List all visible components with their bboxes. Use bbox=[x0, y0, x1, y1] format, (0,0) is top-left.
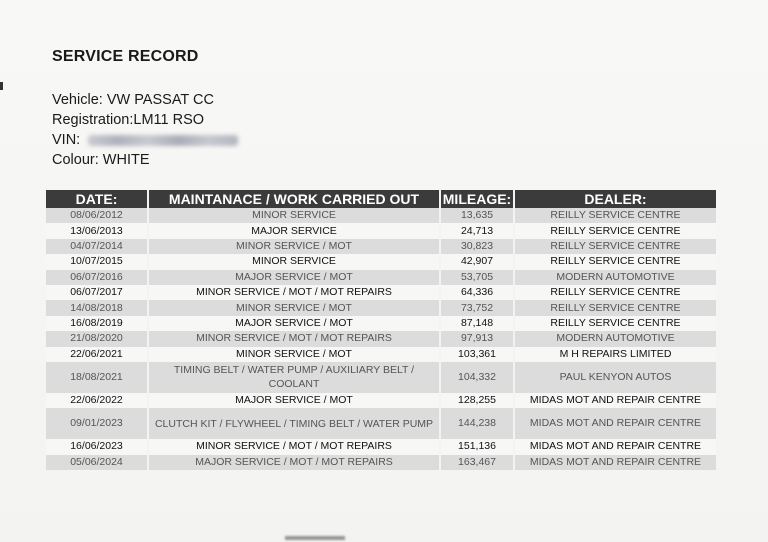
cell-mileage: 73,752 bbox=[440, 300, 514, 315]
cell-date: 08/06/2012 bbox=[46, 208, 148, 223]
cell-date: 21/08/2020 bbox=[46, 331, 148, 346]
cell-date: 16/06/2023 bbox=[46, 439, 148, 454]
scan-edge-mark bbox=[0, 82, 3, 90]
cell-work: TIMING BELT / WATER PUMP / AUXILIARY BELT / COOLANT bbox=[148, 362, 440, 393]
table-row bbox=[46, 300, 716, 315]
cell-date: 09/01/2023 bbox=[46, 408, 148, 439]
cell-date: 13/06/2013 bbox=[46, 223, 148, 238]
table-row bbox=[46, 408, 716, 439]
table-row bbox=[46, 347, 716, 362]
vin-label: VIN: bbox=[52, 132, 81, 148]
table-row bbox=[46, 208, 716, 223]
cell-work: MAJOR SERVICE / MOT bbox=[148, 270, 440, 285]
vehicle-label: Vehicle: bbox=[52, 92, 103, 108]
cell-dealer: MIDAS MOT AND REPAIR CENTRE bbox=[514, 455, 716, 470]
colour-value: WHITE bbox=[102, 152, 150, 168]
header-mileage: MILEAGE: bbox=[440, 190, 514, 208]
cell-dealer: MIDAS MOT AND REPAIR CENTRE bbox=[514, 408, 716, 439]
cell-work: MINOR SERVICE / MOT bbox=[148, 347, 440, 362]
cell-work: MINOR SERVICE / MOT bbox=[148, 239, 440, 254]
table-row bbox=[46, 285, 716, 300]
cell-dealer: REILLY SERVICE CENTRE bbox=[514, 254, 716, 269]
cell-work: MAJOR SERVICE / MOT / MOT REPAIRS bbox=[148, 455, 440, 470]
registration-label: Registration: bbox=[52, 112, 134, 128]
cell-mileage: 151,136 bbox=[440, 439, 514, 454]
cell-dealer: MODERN AUTOMOTIVE bbox=[514, 331, 716, 346]
cell-date: 10/07/2015 bbox=[46, 254, 148, 269]
colour-line bbox=[52, 150, 238, 170]
cell-mileage: 87,148 bbox=[440, 316, 514, 331]
table-row bbox=[46, 393, 716, 408]
registration-line bbox=[52, 110, 238, 130]
table-row bbox=[46, 331, 716, 346]
cell-dealer: M H REPAIRS LIMITED bbox=[514, 347, 716, 362]
cell-date: 22/06/2021 bbox=[46, 347, 148, 362]
cell-work: MINOR SERVICE bbox=[148, 254, 440, 269]
vehicle-value: VW PASSAT CC bbox=[106, 92, 214, 108]
cell-dealer: MODERN AUTOMOTIVE bbox=[514, 270, 716, 285]
cell-mileage: 104,332 bbox=[440, 362, 514, 393]
vin-redacted bbox=[88, 135, 238, 146]
cell-work: MINOR SERVICE / MOT / MOT REPAIRS bbox=[148, 285, 440, 300]
vehicle-line bbox=[52, 90, 238, 110]
cell-dealer: REILLY SERVICE CENTRE bbox=[514, 300, 716, 315]
cell-dealer: MIDAS MOT AND REPAIR CENTRE bbox=[514, 439, 716, 454]
table-row bbox=[46, 239, 716, 254]
cell-date: 16/08/2019 bbox=[46, 316, 148, 331]
table-row bbox=[46, 316, 716, 331]
cell-work: MINOR SERVICE bbox=[148, 208, 440, 223]
cell-mileage: 24,713 bbox=[440, 223, 514, 238]
header-date: DATE: bbox=[46, 190, 148, 208]
cell-work: CLUTCH KIT / FLYWHEEL / TIMING BELT / WATER PUMP bbox=[148, 408, 440, 439]
cell-dealer: REILLY SERVICE CENTRE bbox=[514, 316, 716, 331]
cell-mileage: 163,467 bbox=[440, 455, 514, 470]
cell-work: MINOR SERVICE / MOT bbox=[148, 300, 440, 315]
cell-dealer: REILLY SERVICE CENTRE bbox=[514, 223, 716, 238]
cell-mileage: 103,361 bbox=[440, 347, 514, 362]
cell-date: 05/06/2024 bbox=[46, 455, 148, 470]
cell-date: 18/08/2021 bbox=[46, 362, 148, 393]
cell-date: 14/08/2018 bbox=[46, 300, 148, 315]
cell-mileage: 144,238 bbox=[440, 408, 514, 439]
cell-mileage: 97,913 bbox=[440, 331, 514, 346]
table-body bbox=[46, 208, 716, 470]
service-table bbox=[46, 190, 716, 470]
table-row bbox=[46, 362, 716, 393]
table-row bbox=[46, 270, 716, 285]
cell-mileage: 30,823 bbox=[440, 239, 514, 254]
cell-mileage: 53,705 bbox=[440, 270, 514, 285]
table-header-row bbox=[46, 190, 716, 208]
registration-value: LM11 RSO bbox=[133, 112, 205, 128]
vin-line bbox=[52, 130, 238, 150]
header-dealer: DEALER: bbox=[514, 190, 716, 208]
cell-work: MINOR SERVICE / MOT / MOT REPAIRS bbox=[148, 439, 440, 454]
cell-mileage: 64,336 bbox=[440, 285, 514, 300]
page-footer-mark bbox=[285, 536, 345, 540]
cell-date: 06/07/2017 bbox=[46, 285, 148, 300]
cell-mileage: 13,635 bbox=[440, 208, 514, 223]
cell-work: MAJOR SERVICE / MOT bbox=[148, 393, 440, 408]
cell-dealer: REILLY SERVICE CENTRE bbox=[514, 239, 716, 254]
table-row bbox=[46, 223, 716, 238]
header-work: MAINTANACE / WORK CARRIED OUT bbox=[148, 190, 440, 208]
cell-work: MAJOR SERVICE bbox=[148, 223, 440, 238]
table-row bbox=[46, 439, 716, 454]
cell-dealer: PAUL KENYON AUTOS bbox=[514, 362, 716, 393]
cell-dealer: MIDAS MOT AND REPAIR CENTRE bbox=[514, 393, 716, 408]
cell-work: MAJOR SERVICE / MOT bbox=[148, 316, 440, 331]
document-title: SERVICE RECORD bbox=[52, 48, 199, 65]
cell-work: MINOR SERVICE / MOT / MOT REPAIRS bbox=[148, 331, 440, 346]
cell-date: 22/06/2022 bbox=[46, 393, 148, 408]
cell-date: 04/07/2014 bbox=[46, 239, 148, 254]
table-row bbox=[46, 254, 716, 269]
colour-label: Colour: bbox=[52, 152, 99, 168]
table-row bbox=[46, 455, 716, 470]
cell-date: 06/07/2016 bbox=[46, 270, 148, 285]
vehicle-info bbox=[52, 90, 238, 170]
cell-mileage: 42,907 bbox=[440, 254, 514, 269]
cell-dealer: REILLY SERVICE CENTRE bbox=[514, 285, 716, 300]
cell-dealer: REILLY SERVICE CENTRE bbox=[514, 208, 716, 223]
cell-mileage: 128,255 bbox=[440, 393, 514, 408]
